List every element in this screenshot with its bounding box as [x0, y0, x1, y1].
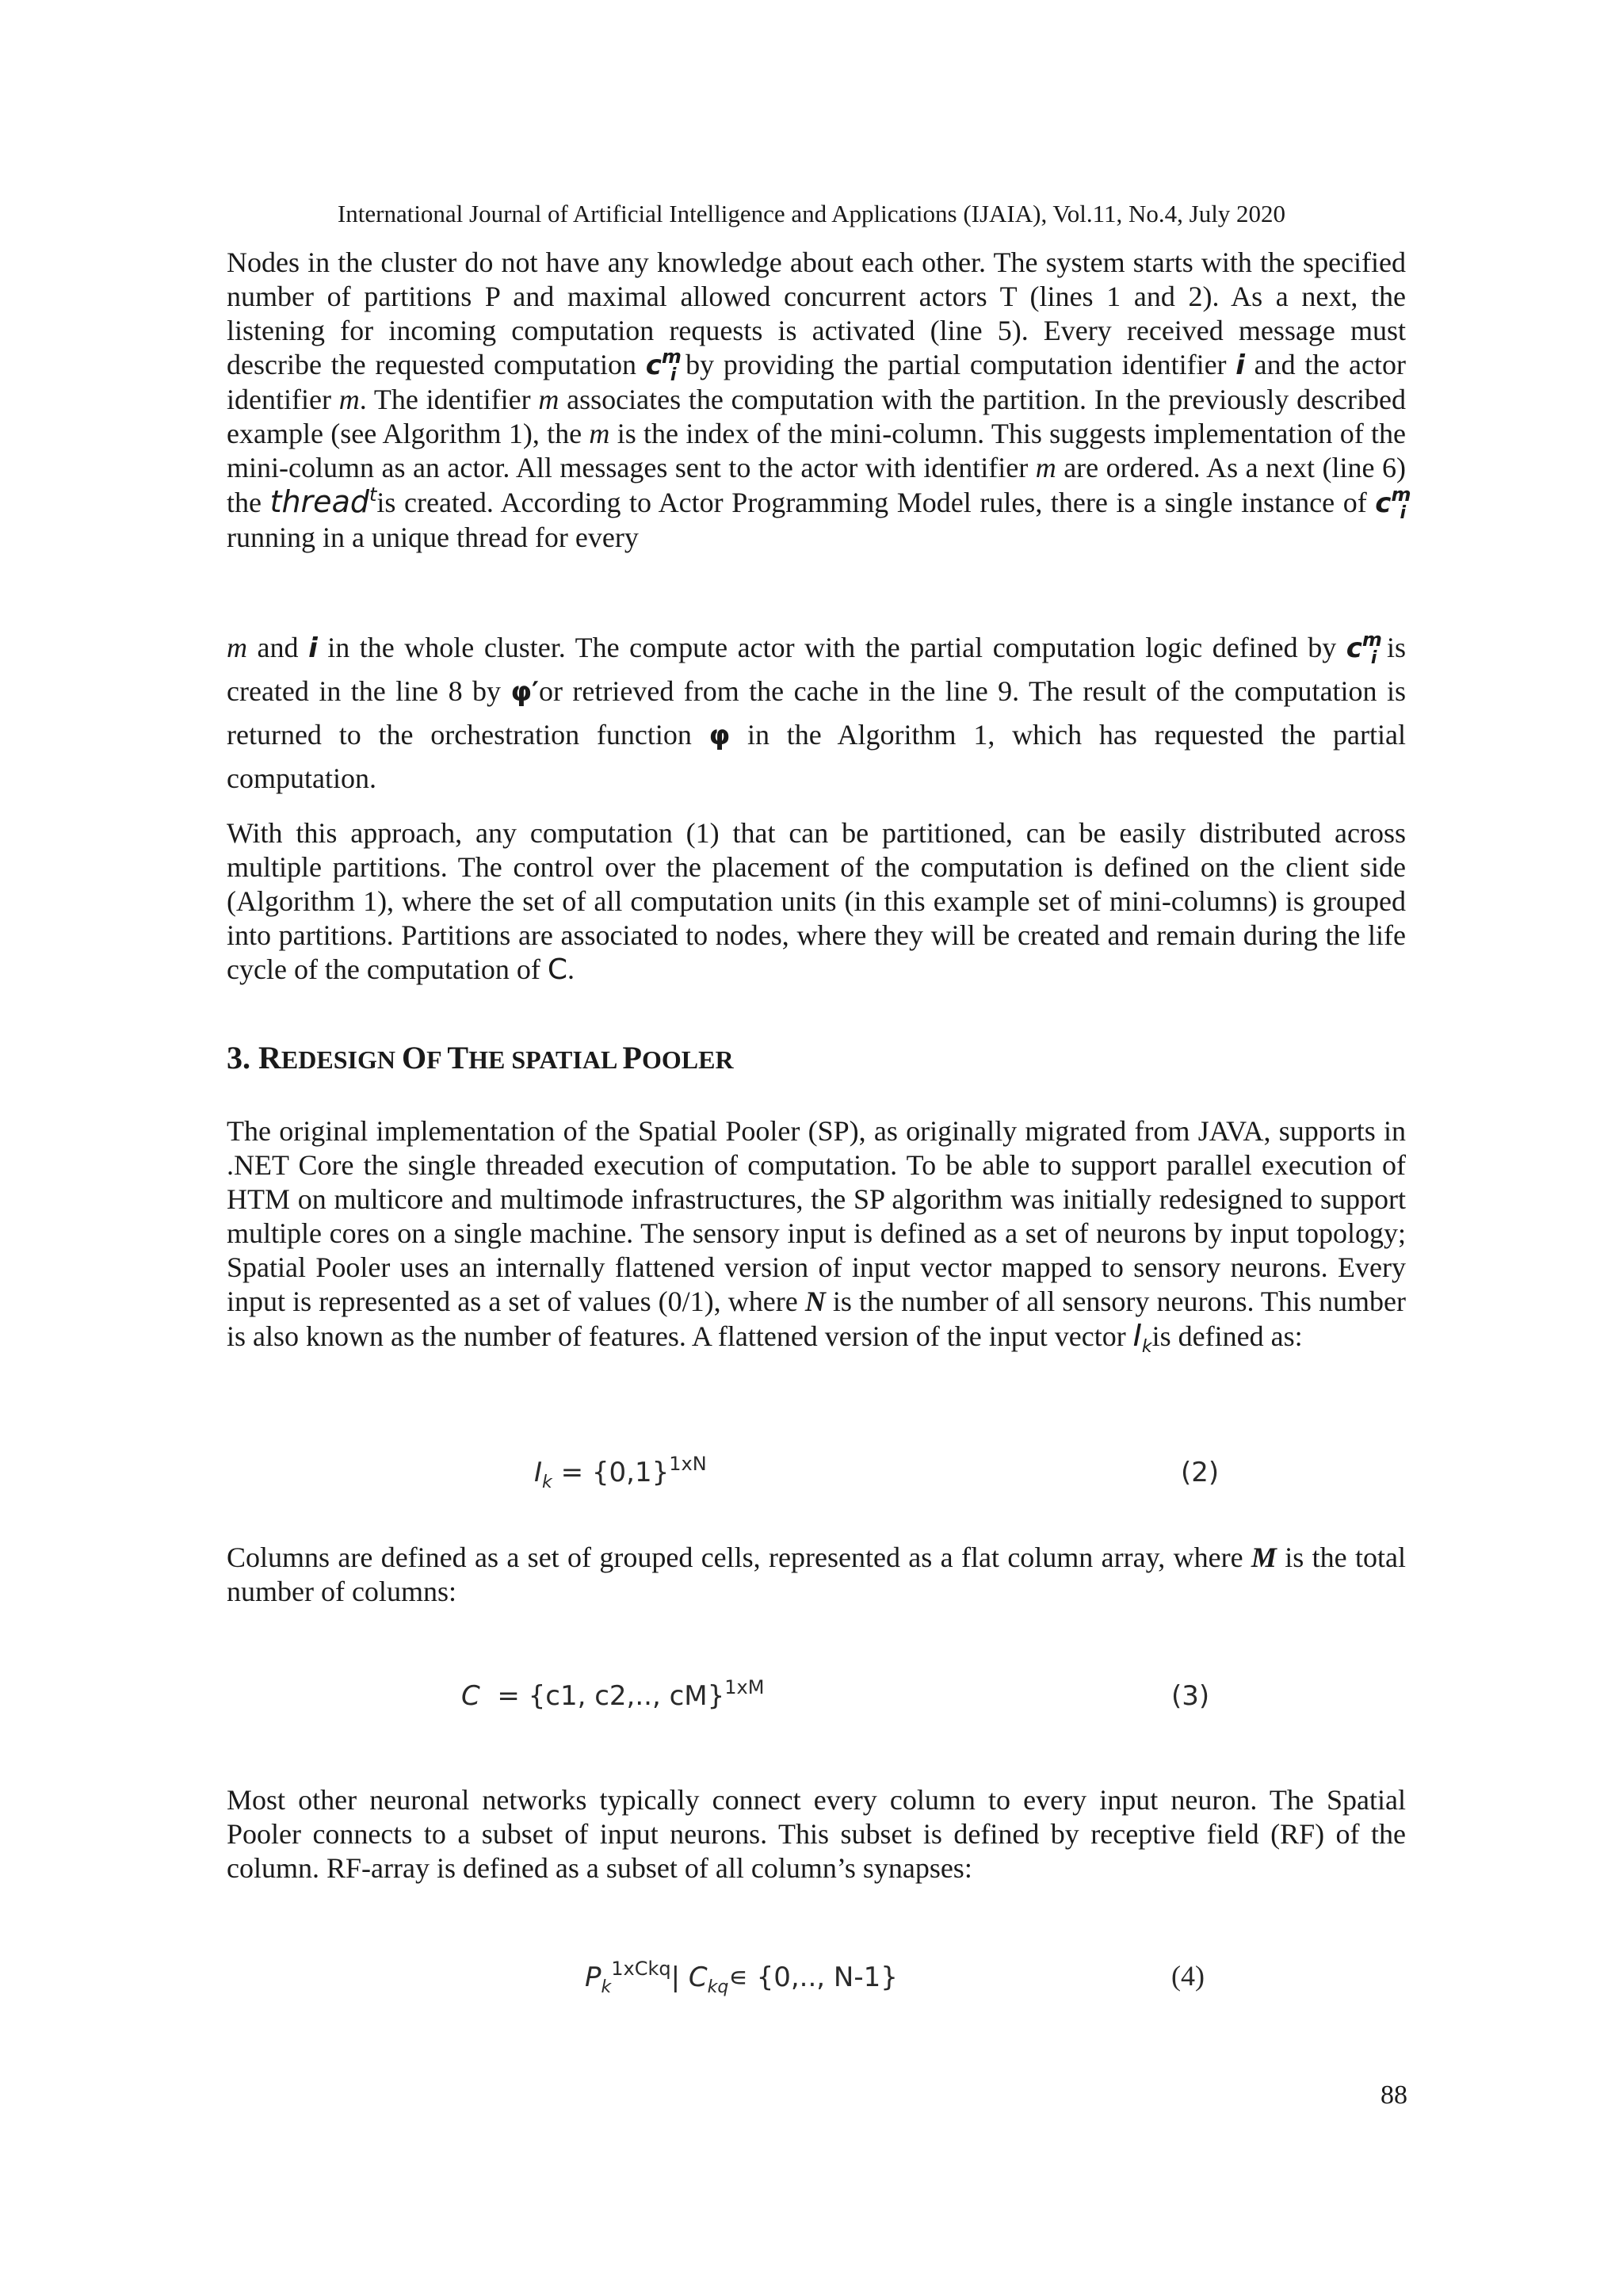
paragraph-4: The original implementation of the Spatial Pooler (SP), as originally migrated from JAVA, supports in .NET Core the single threaded execution of computation. To be able to support parallel execution of HTM on multicore and multimode infrastructures, the SP algorithm was initially redesigned to support multiple cores on a single machine. The sensory input is defined as a set of neurons by input topology; Spatial Pooler uses an internally flattened version of input vector mapped to sensory neurons. Every input is represented as a set of values (0/1), where N is the number of all sensory neurons. This number is also known as the number of features. A flattened version of the input vector $I_kis$ defined as:	[227, 1115, 1406, 1357]
symbol-i: i	[1235, 350, 1245, 381]
symbol-i: i	[308, 632, 318, 664]
symbol-c-i-m: $c^m_i$	[645, 346, 682, 385]
equation-number-2: (2)	[1181, 1457, 1220, 1488]
equation-2: $I_k = \{0,1\}^{1xN}$	[534, 1453, 707, 1492]
equation-number-3: (3)	[1171, 1680, 1210, 1712]
symbol-c-i-m: $c^m_i$	[1375, 483, 1411, 523]
symbol-thread-t: thread$^t$	[269, 483, 377, 519]
page-number: 88	[1381, 2080, 1407, 2110]
running-header: International Journal of Artificial Intelligence and Applications (IJAIA), Vol.11, No.4, July 2020	[337, 200, 1286, 227]
paragraph-3: With this approach, any computation (1) that can be partitioned, can be easily distributed across multiple partitions. The control over the placement of the computation is defined on the client side (Algorithm 1), where the set of all computation units (in this example set of mini-columns) is grouped into partitions. Partitions are associated to nodes, where they will be created and remain during the life cycle of the computation of C.	[227, 817, 1406, 986]
paragraph-2: m and i in the whole cluster. The compute actor with the partial computation logic defined by $c^m_i$ is created in the line 8 by φ′or retrieved from the cache in the line 9. The result of the computation is returned to the orchestration function φ in the Algorithm 1, which has requested the partial computation.	[227, 628, 1407, 794]
section-heading: 3. REDESIGN OF THE SPATIAL POOLER	[227, 1040, 734, 1075]
paragraph-6: Most other neuronal networks typically connect every column to every input neuron. The Spatial Pooler connects to a subset of input neurons. This subset is defined by receptive field (RF) of the column. RF-array is defined as a subset of all column’s synapses:	[227, 1784, 1406, 1884]
symbol-c-i-m: $c^m_i$	[1346, 628, 1382, 668]
equation-3: C = {c1, c2,.., cM}$^{1xM}$	[461, 1676, 765, 1712]
paragraph-1: Nodes in the cluster do not have any knowledge about each other. The system starts with the specified number of partitions P and maximal allowed concurrent actors T (lines 1 and 2). As a next, the listening for incoming computation requests is activated (line 5). Every received message must describe the requested computation $c^m_i$ by providing the partial computation identifier i and the actor identifier m. The identifier m associates the computation with the partition. In the previously described example (see Algorithm 1), the m is the index of the mini-column. This suggests implementation of the mini-column as an actor. All messages sent to the actor with identifier m are ordered. As a next (line 6) the thread$^t$is created. According to Actor Programming Model rules, there is a single instance of $c^m_i$ running in a unique thread for every	[227, 246, 1411, 553]
equation-4: $P_k^{1xCkq}|$ $C_{kq}∊$ {0,.., N-1}	[585, 1958, 898, 1997]
paragraph-5: Columns are defined as a set of grouped cells, represented as a flat column array, where M is the total number of columns:	[227, 1541, 1406, 1607]
symbol-phi-prime: φ′	[510, 676, 540, 708]
symbol-C: C	[547, 953, 567, 986]
equation-number-4: (4)	[1171, 1960, 1205, 1992]
symbol-I-k: $I_k$	[1132, 1318, 1152, 1357]
symbol-phi: φ	[708, 720, 731, 751]
